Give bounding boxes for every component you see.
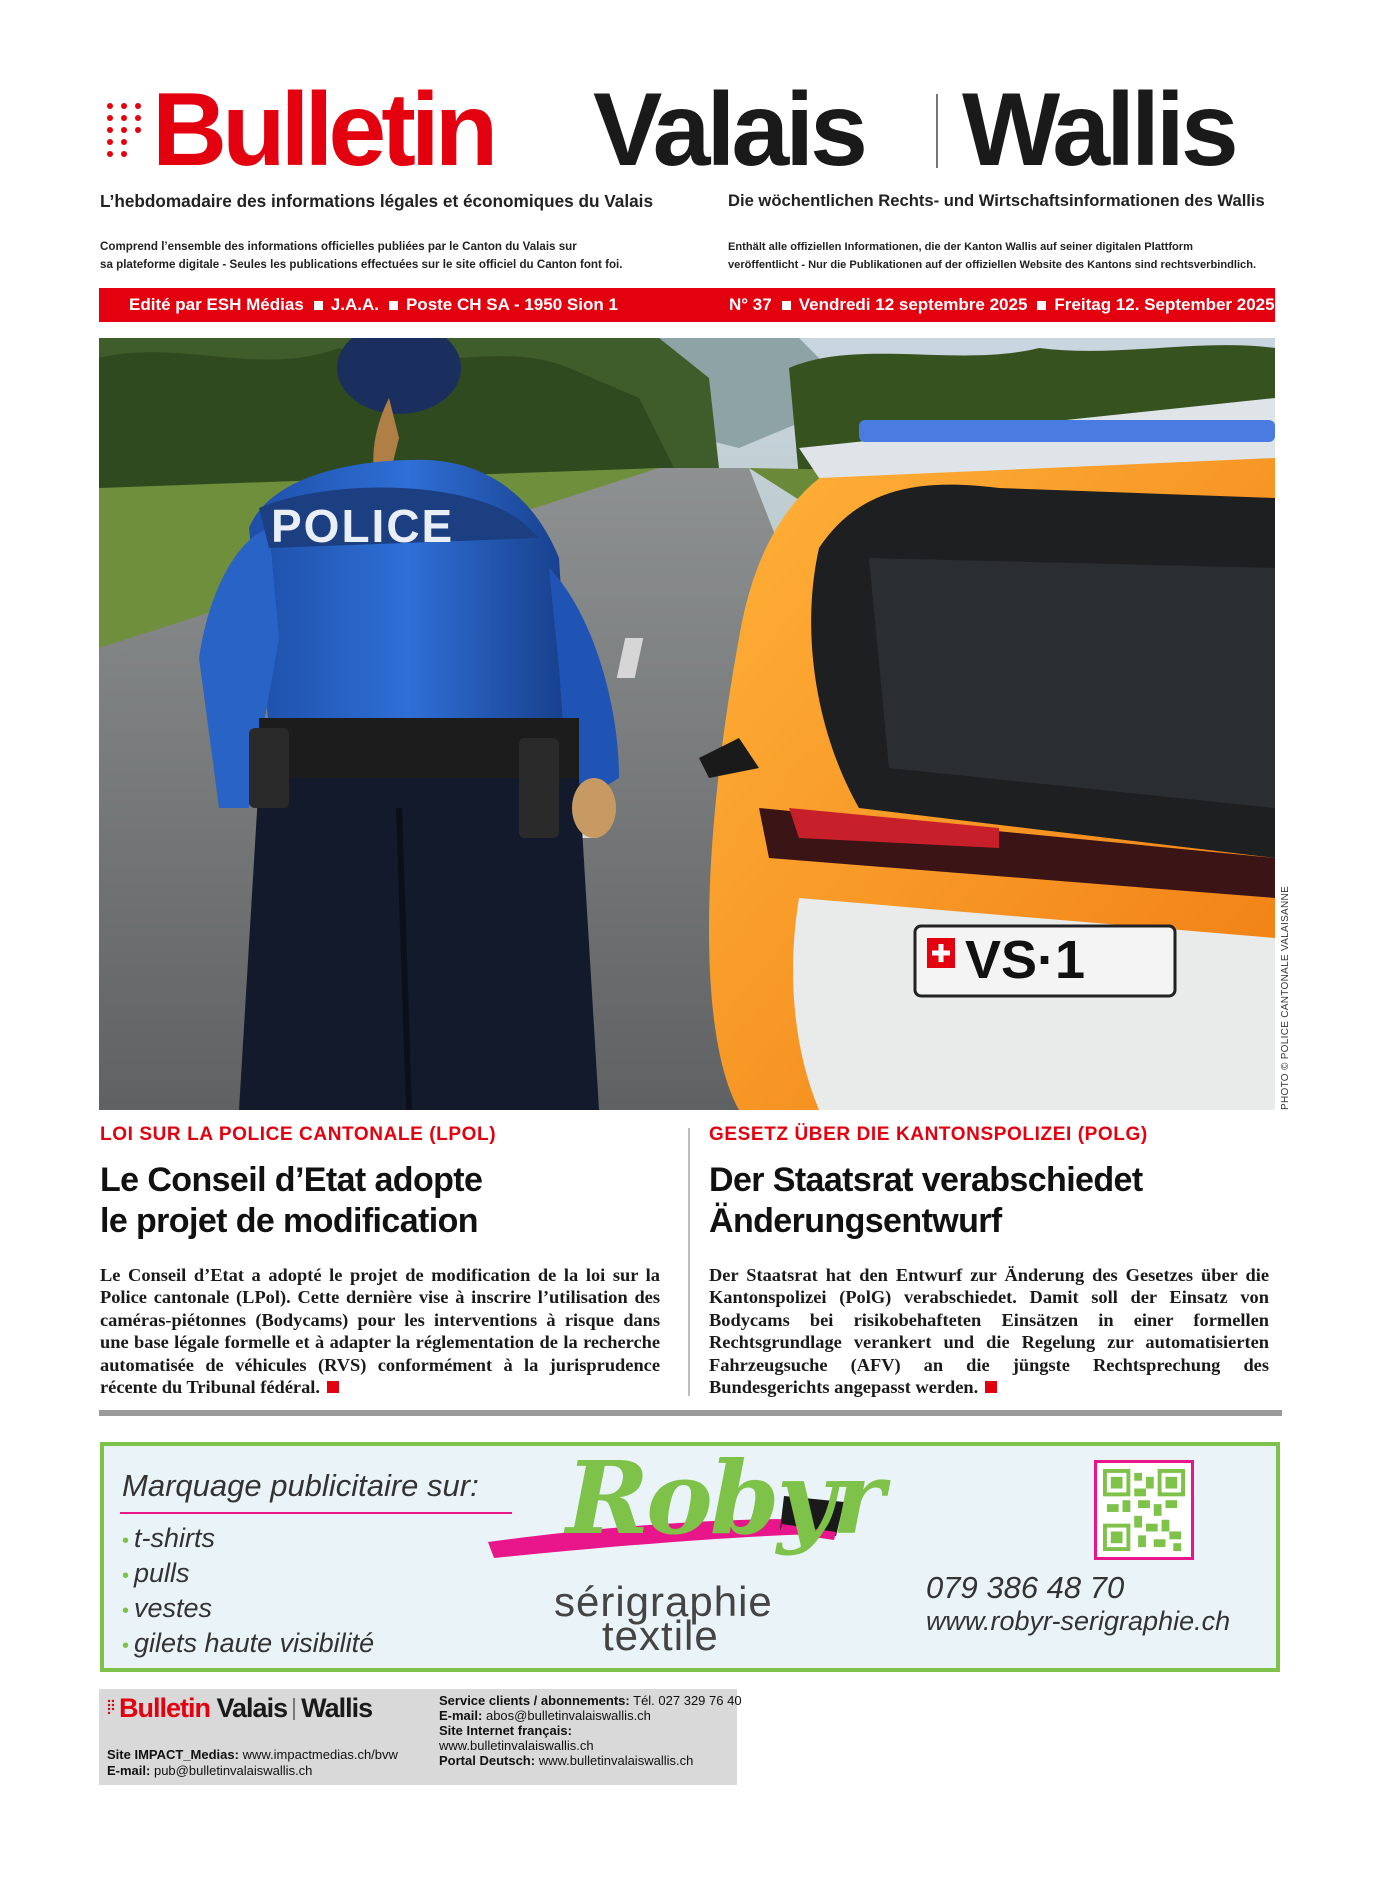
date-de: Freitag 12. September 2025 [1054,295,1275,314]
email-pub-link[interactable]: pub@bulletinvalaiswallis.ch [153,1763,313,1778]
ad-item-label: gilets haute visibilité [134,1628,375,1658]
photo-credit: PHOTO © POLICE CANTONALE VALAISANNE [1280,885,1291,1110]
robyr-brand: Robyr [566,1442,882,1557]
publisher-info [129,288,618,322]
date-fr: Vendredi 12 septembre 2025 [798,295,1028,314]
service-label: Service clients / abonnements: [439,1693,630,1708]
separator-square-icon [314,301,323,310]
footer-logo-divider [293,1698,295,1720]
article-fr-headline [100,1160,660,1242]
article-fr-body: Le Conseil d’Etat a adopté le projet de modification de la loi sur la Police cantonale (LPol). Cette dernière vise à inscrire l’utilisation des caméras-piétonnes (Bodycams) pour les interventions à risque dans une base légale formelle et à adapter la réglementation de la recherche automatisée de véhicules (RVS) conformément à la jurisprudence récente du Tribunal fédéral. [100,1265,660,1398]
bullet-icon: • [122,1635,130,1657]
article-fr-body-wrap [100,1264,660,1398]
robyr-subtitle-2: textile [602,1612,719,1659]
footer-advertising-contacts [107,1747,398,1779]
police-vest-text: POLICE [271,500,455,552]
post-info: Poste CH SA - 1950 Sion 1 [405,295,618,314]
valais-stars-icon [104,100,144,160]
separator-square-icon [782,301,791,310]
email-abos-label: E-mail: [439,1708,483,1723]
email-abos-link[interactable]: abos@bulletinvalaiswallis.ch [485,1708,651,1723]
list-item [122,1627,374,1662]
masthead [100,72,1276,188]
jaa: J.A.A. [330,295,379,314]
qr-code-icon[interactable] [1094,1460,1194,1560]
robyr-logo [484,1442,904,1672]
bullet-icon: • [122,1530,130,1552]
footer-logo-bulletin: Bulletin [119,1693,210,1723]
site-fr-link[interactable]: www.bulletinvalaiswallis.ch [439,1738,594,1753]
blurb-de-line-2: veröffentlicht - Nur die Publikationen auf der offiziellen Website des Kantons sind rechtsverbindlich. [728,259,1257,271]
issue-date-info [729,288,1275,322]
article-de-body: Der Staatsrat hat den Entwurf zur Änderung des Gesetzes über die Kantonspolizei (PolG) verabschiedet. Damit soll der Einsatz von Bodycams bei risikobehafteten Einsätzen in einer formellen Rechtsgrundlage verankert und die Regelung zur automatisierten Fahrzeugsuche (AFV) an die jüngste Rechtsprechung des Bundesgerichts angepasst werden. [709,1265,1269,1398]
footer-stars-icon [107,1699,115,1715]
issue-info-bar [99,288,1275,322]
footer-contact-box [99,1689,742,1785]
logo-divider [936,94,938,168]
robyr-advertisement[interactable] [100,1442,1280,1672]
article-fr-kicker: LOI SUR LA POLICE CANTONALE (LPOL) [100,1124,497,1145]
bullet-icon: • [122,1565,130,1587]
article-de-headline [709,1160,1269,1242]
article-fr [100,1124,660,1398]
section-divider [99,1410,1282,1416]
license-plate-text: VS·1 [965,930,1086,990]
tagline-de: Die wöchentlichen Rechts- und Wirtschaftsinformationen des Wallis [728,191,1265,210]
ad-website-link[interactable]: www.robyr-serigraphie.ch [926,1606,1231,1636]
blurb-de-line-1: Enthält alle offiziellen Informationen, die der Kanton Wallis auf seiner digitalen Plattform [728,241,1193,253]
article-de [709,1124,1269,1398]
article-de-body-wrap [709,1264,1269,1398]
robyr-subtitle-1: sérigraphie [554,1578,773,1625]
article-de-headline-line-2: Änderungsentwurf [709,1202,1002,1240]
logo-bulletin: Bulletin [152,72,494,188]
police-officer-and-car-illustration [99,338,1275,1110]
impact-label: Site IMPACT_Medias: [107,1747,239,1762]
column-divider [688,1128,690,1396]
blurb-fr [100,238,660,274]
blurb-fr-line-1: Comprend l’ensemble des informations officielles publiées par le Canton du Valais sur [100,240,577,253]
tagline-fr: L’hebdomadaire des informations légales et économiques du Valais [100,191,654,211]
impact-link[interactable]: www.impactmedias.ch/bvw [242,1747,398,1762]
ad-title-underline [120,1512,512,1514]
footer-logo [107,1695,372,1722]
logo-wallis: Wallis [962,72,1235,188]
footer-logo-valais: Valais [216,1693,288,1723]
email-pub-label: E-mail: [107,1763,151,1778]
separator-square-icon [389,301,398,310]
bullet-icon: • [122,1600,130,1622]
end-mark-icon [985,1381,997,1393]
ad-item-label: pulls [134,1558,190,1588]
ad-item-label: t-shirts [134,1523,216,1553]
article-de-headline-line-1: Der Staatsrat verabschiedet [709,1161,1143,1199]
hero-photo [99,338,1275,1110]
issue-number: N° 37 [729,295,772,314]
portal-de-label: Portal Deutsch: [439,1753,536,1768]
site-fr-label: Site Internet français: [439,1723,572,1738]
separator-square-icon [1037,301,1046,310]
article-de-kicker: GESETZ ÜBER DIE KANTONSPOLIZEI (POLG) [709,1124,1148,1145]
footer-logo-wallis: Wallis [301,1693,373,1723]
ad-title: Marquage publicitaire sur: [122,1468,479,1503]
footer-service-contacts [439,1693,742,1768]
ad-phone[interactable]: 079 386 48 70 [926,1570,1125,1605]
blurb-fr-line-2: sa plateforme digitale - Seules les publications effectuées sur le site officiel du Canton font foi. [100,258,623,271]
logo-valais: Valais [593,72,864,188]
ad-product-list [122,1522,374,1662]
publisher: Edité par ESH Médias [129,295,304,314]
list-item [122,1522,374,1557]
article-fr-headline-line-2: le projet de modification [100,1202,478,1240]
list-item [122,1557,374,1592]
portal-de-link[interactable]: www.bulletinvalaiswallis.ch [538,1753,694,1768]
ad-item-label: vestes [134,1593,213,1623]
blurb-de [728,238,1288,274]
service-phone[interactable]: Tél. 027 329 76 40 [633,1693,742,1708]
list-item [122,1592,374,1627]
end-mark-icon [327,1381,339,1393]
article-fr-headline-line-1: Le Conseil d’Etat adopte [100,1161,483,1199]
